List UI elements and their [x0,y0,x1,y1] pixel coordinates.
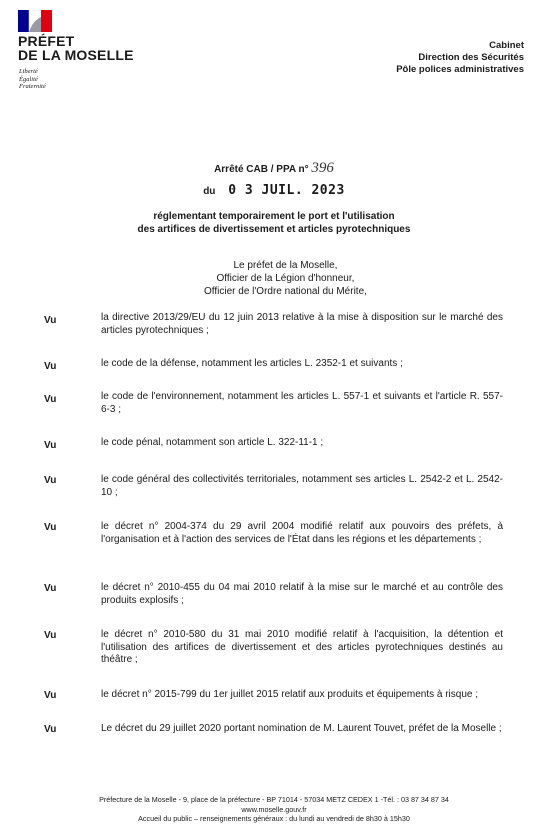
prefecture-title: PRÉFET DE LA MOSELLE [18,33,134,63]
vu-label: Vu [44,690,57,701]
arrete-subject: réglementant temporairement le port et l'utilisation des artifices de divertissement et articles pyrotechniques [137,211,411,235]
vu-label: Vu [44,315,57,326]
date-stamp: 0 3 JUIL. 2023 [228,183,345,198]
vu-item: le code général des collectivités territoriales, notamment ses articles L. 2542-2 et L. 2542-10 ; [101,474,503,498]
vu-label: Vu [44,440,57,451]
vu-label: Vu [44,522,57,533]
vu-item: le code pénal, notamment son article L. 322-11-1 ; [101,437,324,448]
footer-address: Préfecture de la Moselle - 9, place de la préfecture - BP 71014 - 57034 METZ CEDEX 1 -Tél. : 03 87 34 87 34 [99,795,449,804]
vu-label: Vu [44,475,57,486]
arrete-date: du 0 3 JUIL. 2023 [203,183,345,198]
vu-item: Le décret du 29 juillet 2020 portant nomination de M. Laurent Touvet, préfet de la Moselle ; [101,723,502,734]
vu-item: le décret n° 2004-374 du 29 avril 2004 modifié relatif aux pouvoirs des préfets, à l'organisation et à l'action des services de l'État dans les régions et les départements ; [101,521,503,545]
vu-item: le code de l'environnement, notamment les articles L. 557-1 et suivants et l'article R. 557-6-3 ; [101,391,503,415]
vu-label: Vu [44,394,57,405]
vu-item: le décret n° 2015-799 du 1er juillet 2015 relatif aux produits et équipements à risque ; [101,689,479,700]
vu-item: le code de la défense, notamment les articles L. 2352-1 et suivants ; [101,358,403,369]
republic-motto: Liberté Égalité Fraternité [19,68,46,90]
page-footer [0,795,548,824]
arrete-number: 396 [311,160,334,176]
vu-label: Vu [44,361,57,372]
vu-item: la directive 2013/29/EU du 12 juin 2013 relative à la mise à disposition sur le marché des articles pyrotechniques ; [101,312,503,336]
arrete-title: Arrêté CAB / PPA n° 396 [214,160,334,176]
vu-item: le décret n° 2010-455 du 04 mai 2010 relatif à la mise sur le marché et au contrôle des produits explosifs ; [101,582,503,606]
marianne-flag-logo [18,10,52,32]
vu-label: Vu [44,724,57,735]
vu-label: Vu [44,583,57,594]
vu-item: le décret n° 2010-580 du 31 mai 2010 modifié relatif à l'acquisition, la détention et l'utilisation des artifices de divertissement et des articles pyrotechniques destinés au théâtre ; [101,629,503,665]
vu-label: Vu [44,630,57,641]
footer-hours: Accueil du public – renseignements généraux : du lundi au vendredi de 8h30 à 15h30 [138,814,410,824]
prefet-block: Le préfet de la Moselle, Officier de la Légion d'honneur, Officier de l'Ordre national du Mérite, [204,260,367,297]
department-info: Cabinet Direction des Sécurités Pôle polices administratives [396,40,524,75]
footer-website: www.moselle.gouv.fr [241,804,307,814]
